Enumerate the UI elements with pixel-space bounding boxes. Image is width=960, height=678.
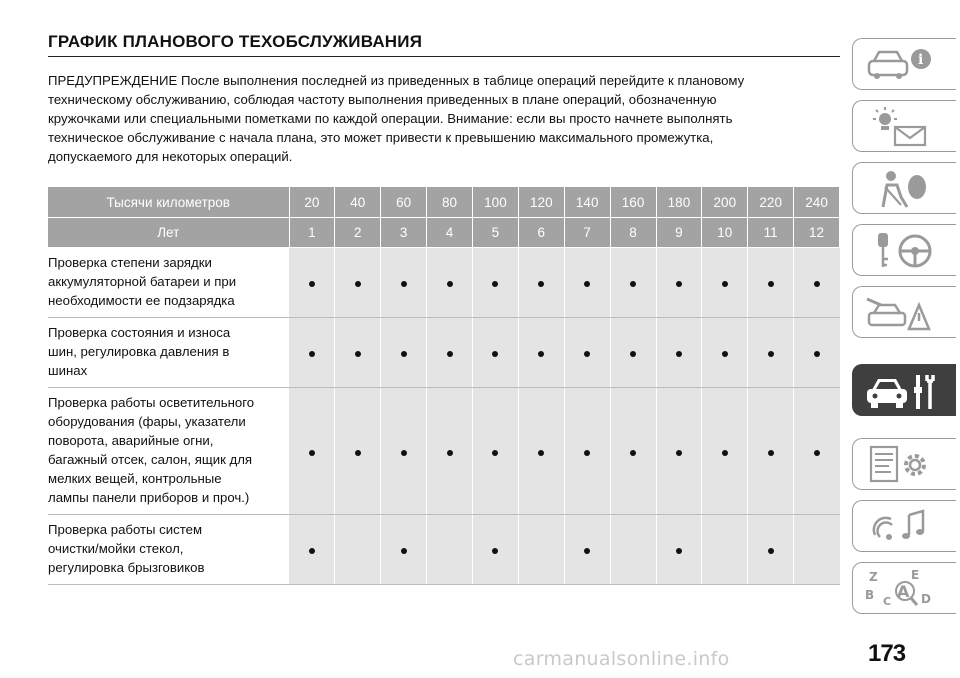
page-title: ГРАФИК ПЛАНОВОГО ТЕХОБСЛУЖИВАНИЯ [48,32,840,57]
check-dot-icon [630,281,636,287]
table-row [48,388,840,515]
schedule-cell [381,515,427,585]
table-row [48,248,840,318]
operation-description [48,248,289,318]
operation-description [48,388,289,515]
schedule-cell [381,318,427,388]
schedule-cell [335,388,381,515]
check-dot-icon [492,548,498,554]
check-dot-icon [768,548,774,554]
check-dot-icon [814,351,820,357]
check-dot-icon [722,281,728,287]
operation-line: Проверка состояния и износа [48,325,231,340]
operation-line: багажный отсек, салон, ящик для [48,452,253,467]
index-letters-icon [861,567,941,611]
operation-line: мелких вещей, контрольные [48,471,222,486]
schedule-cell [656,388,702,515]
check-dot-icon [584,281,590,287]
schedule-cell [289,318,335,388]
check-dot-icon [492,450,498,456]
schedule-cell [289,388,335,515]
check-dot-icon [814,450,820,456]
svg-text:i: i [918,52,924,68]
main-content [48,32,840,585]
check-dot-icon [309,548,315,554]
schedule-cell [381,388,427,515]
operation-line: Проверка степени зарядки [48,255,212,270]
check-dot-icon [722,351,728,357]
check-dot-icon [676,450,682,456]
header-year-10: 10 [702,218,748,248]
check-dot-icon [447,450,453,456]
check-dot-icon [309,351,315,357]
schedule-cell [702,515,748,585]
check-dot-icon [768,351,774,357]
schedule-cell [702,318,748,388]
schedule-cell [473,515,519,585]
operation-line: лампы панели приборов и проч.) [48,490,250,505]
header-km-label: Тысячи километров [48,187,289,218]
intro-paragraph [48,71,840,166]
header-km-200: 200 [702,187,748,218]
check-dot-icon [538,281,544,287]
header-row-km [48,187,840,218]
schedule-cell [427,248,473,318]
multimedia-icon [861,505,941,549]
tab-safety[interactable] [852,162,956,214]
schedule-cell [289,248,335,318]
header-year-5: 5 [473,218,519,248]
check-dot-icon [401,351,407,357]
schedule-cell [518,318,564,388]
header-year-8: 8 [610,218,656,248]
intro-line: допускаемого для некоторых операций. [48,149,293,164]
check-dot-icon [630,351,636,357]
check-dot-icon [355,450,361,456]
schedule-cell [473,248,519,318]
schedule-cell [748,318,794,388]
operation-line: Проверка работы осветительного [48,395,255,410]
tab-maintenance[interactable] [852,364,956,416]
schedule-cell [473,318,519,388]
schedule-cell [564,248,610,318]
svg-text:A: A [897,582,910,601]
check-dot-icon [584,351,590,357]
intro-line: техническое обслуживание с начала плана, это может привести к превышению максимального промежутка, [48,130,714,145]
schedule-cell [518,515,564,585]
check-dot-icon [814,281,820,287]
schedule-cell [564,515,610,585]
schedule-cell [518,248,564,318]
header-year-11: 11 [748,218,794,248]
header-year-4: 4 [427,218,473,248]
tab-starting-driving[interactable] [852,224,956,276]
svg-text:B: B [865,588,875,602]
schedule-cell [610,318,656,388]
schedule-cell [794,318,840,388]
svg-text:D: D [921,592,931,606]
schedule-cell [473,388,519,515]
header-year-3: 3 [381,218,427,248]
schedule-cell [794,515,840,585]
check-dot-icon [722,450,728,456]
header-years-label: Лет [48,218,289,248]
schedule-cell [794,388,840,515]
header-km-40: 40 [335,187,381,218]
operation-line: очистки/мойки стекол, [48,541,184,556]
maintenance-schedule-table [48,187,840,585]
schedule-cell [335,318,381,388]
check-dot-icon [447,351,453,357]
table-row [48,515,840,585]
check-dot-icon [401,450,407,456]
operation-description [48,515,289,585]
car-maintenance-icon [861,369,941,413]
tab-car-info[interactable] [852,38,956,90]
watermark: carmanualsonline.info [513,648,730,670]
check-dot-icon [584,548,590,554]
schedule-cell [427,515,473,585]
schedule-cell [427,388,473,515]
schedule-cell [610,388,656,515]
tab-multimedia[interactable] [852,500,956,552]
header-year-9: 9 [656,218,702,248]
airbag-seatbelt-icon [861,167,941,211]
header-year-2: 2 [335,218,381,248]
tab-emergency[interactable] [852,286,956,338]
schedule-cell [427,318,473,388]
check-dot-icon [676,281,682,287]
operation-line: регулировка брызговиков [48,560,205,575]
schedule-cell [702,388,748,515]
operation-description [48,318,289,388]
header-km-80: 80 [427,187,473,218]
check-dot-icon [538,450,544,456]
tab-specifications[interactable] [852,438,956,490]
check-dot-icon [447,281,453,287]
check-dot-icon [768,281,774,287]
car-info-icon [861,43,941,87]
check-dot-icon [492,351,498,357]
header-km-120: 120 [518,187,564,218]
svg-text:E: E [911,568,920,582]
header-km-60: 60 [381,187,427,218]
header-year-1: 1 [289,218,335,248]
schedule-cell [518,388,564,515]
header-km-140: 140 [564,187,610,218]
header-km-20: 20 [289,187,335,218]
operation-line: необходимости ее подзарядка [48,293,235,308]
car-breakdown-icon [861,291,941,335]
check-dot-icon [584,450,590,456]
schedule-cell [656,248,702,318]
operation-line: поворота, аварийные огни, [48,433,214,448]
tab-index[interactable] [852,562,956,614]
schedule-cell [564,388,610,515]
header-row-years [48,218,840,248]
check-dot-icon [492,281,498,287]
header-km-220: 220 [748,187,794,218]
header-km-240: 240 [794,187,840,218]
header-km-180: 180 [656,187,702,218]
schedule-cell [335,515,381,585]
operation-line: шинах [48,363,88,378]
header-year-6: 6 [518,218,564,248]
svg-text:C: C [883,595,892,608]
check-dot-icon [401,281,407,287]
schedule-cell [381,248,427,318]
header-year-7: 7 [564,218,610,248]
schedule-cell [748,515,794,585]
check-dot-icon [355,351,361,357]
intro-line: кружочками или специальными пометками по каждой операции. Внимание: если вы просто начнете выполнять [48,111,733,126]
key-steering-wheel-icon [861,229,941,273]
svg-text:Z: Z [869,570,878,584]
warning-lights-message-icon [861,105,941,149]
check-dot-icon [676,548,682,554]
schedule-cell [564,318,610,388]
check-dot-icon [630,450,636,456]
specifications-gear-icon [861,443,941,487]
table-row [48,318,840,388]
schedule-cell [702,248,748,318]
check-dot-icon [309,450,315,456]
operation-line: шин, регулировка давления в [48,344,230,359]
check-dot-icon [768,450,774,456]
schedule-cell [335,248,381,318]
schedule-cell [748,248,794,318]
check-dot-icon [676,351,682,357]
schedule-cell [748,388,794,515]
schedule-cell [656,318,702,388]
check-dot-icon [355,281,361,287]
check-dot-icon [401,548,407,554]
tab-warning-lights[interactable] [852,100,956,152]
intro-line: ПРЕДУПРЕЖДЕНИЕ После выполнения последней из приведенных в таблице операций перейдите к плановому [48,73,745,88]
operation-line: Проверка работы систем [48,522,203,537]
operation-line: аккумуляторной батареи и при [48,274,237,289]
schedule-cell [794,248,840,318]
header-km-100: 100 [473,187,519,218]
schedule-cell [656,515,702,585]
page-number: 173 [868,640,906,667]
intro-line: техническому обслуживанию, соблюдая частоту выполнения приведенных в плане операций, обозначенную [48,92,717,107]
check-dot-icon [538,351,544,357]
header-km-160: 160 [610,187,656,218]
schedule-cell [289,515,335,585]
schedule-cell [610,248,656,318]
check-dot-icon [309,281,315,287]
schedule-cell [610,515,656,585]
operation-line: оборудования (фары, указатели [48,414,246,429]
header-year-12: 12 [794,218,840,248]
